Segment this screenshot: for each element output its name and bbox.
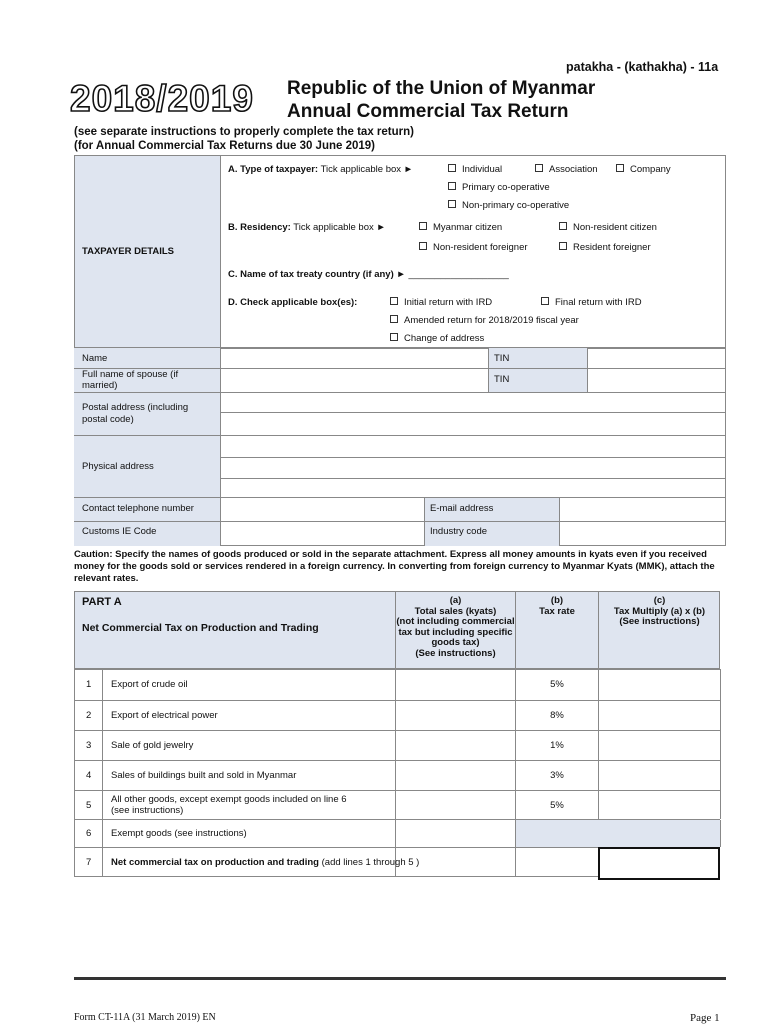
row-5-number: 5 (86, 800, 92, 811)
name-field[interactable] (221, 348, 487, 368)
row-6-description: Exempt goods (see instructions) (111, 828, 247, 839)
checkbox-icon[interactable] (541, 297, 549, 305)
checkbox-non-resident-citizen[interactable]: Non-resident citizen (559, 222, 657, 233)
physical-address-label: Physical address (82, 461, 154, 472)
checkbox-non-resident-foreigner[interactable]: Non-resident foreigner (419, 242, 528, 253)
checkbox-icon[interactable] (419, 222, 427, 230)
row-7-description: Net commercial tax on production and trading (add lines 1 through 5 ) (111, 857, 420, 868)
treaty-country-field[interactable]: ___________________ (408, 269, 509, 280)
checkbox-icon[interactable] (559, 242, 567, 250)
row-5-rate: 5% (550, 800, 564, 811)
row-3-tax-input[interactable] (599, 731, 719, 760)
phone-field[interactable] (221, 498, 423, 520)
column-b-header: (b) Tax rate (539, 595, 575, 617)
instructions-note: (see separate instructions to properly complete the tax return) (74, 126, 414, 138)
row-1-description: Export of crude oil (111, 679, 188, 690)
customs-code-label: Customs IE Code (82, 526, 157, 537)
spouse-label: Full name of spouse (if married) (82, 369, 179, 391)
row-4-sales-input[interactable] (396, 761, 514, 790)
physical-address-line-3[interactable] (221, 479, 725, 497)
checkbox-initial-return[interactable]: Initial return with IRD (390, 297, 492, 308)
part-a-label: PART A (82, 596, 122, 608)
spouse-tin-label: TIN (494, 374, 510, 385)
row-4-tax-input[interactable] (599, 761, 719, 790)
name-label: Name (82, 353, 108, 364)
postal-address-line-1[interactable] (221, 393, 725, 412)
row-4-description: Sales of buildings built and sold in Myanmar (111, 770, 297, 781)
tin-label: TIN (494, 353, 510, 364)
part-a-title: Net Commercial Tax on Production and Trading (82, 622, 319, 634)
check-applicable-label: D. Check applicable box(es): (228, 297, 358, 308)
form-version: Form CT-11A (31 March 2019) EN (74, 1012, 216, 1023)
physical-address-line-2[interactable] (221, 458, 725, 478)
checkbox-icon[interactable] (419, 242, 427, 250)
checkbox-individual[interactable]: Individual (448, 164, 502, 175)
due-date-note: (for Annual Commercial Tax Returns due 30 June 2019) (74, 140, 375, 152)
row-7-number: 7 (86, 857, 92, 868)
page-title-line1: Republic of the Union of Myanmar (287, 78, 596, 99)
checkbox-icon[interactable] (559, 222, 567, 230)
row-1-number: 1 (86, 679, 92, 690)
tin-field[interactable] (587, 348, 725, 368)
checkbox-primary-cooperative[interactable]: Primary co-operative (448, 182, 550, 193)
residency-label: B. Residency: Tick applicable box ► (228, 222, 386, 233)
row-3-description: Sale of gold jewelry (111, 740, 194, 751)
treaty-country-label: C. Name of tax treaty country (if any) ► ___________________ (228, 269, 509, 280)
checkbox-icon[interactable] (535, 164, 543, 172)
checkbox-icon[interactable] (448, 182, 456, 190)
row-3-rate: 1% (550, 740, 564, 751)
taxpayer-details-label: TAXPAYER DETAILS (82, 246, 175, 257)
postal-address-label: Postal address (including postal code) (82, 402, 189, 425)
checkbox-myanmar-citizen[interactable]: Myanmar citizen (419, 222, 502, 233)
net-commercial-tax-total-input[interactable] (598, 847, 720, 880)
postal-address-line-2[interactable] (221, 413, 725, 434)
checkbox-icon[interactable] (616, 164, 624, 172)
row-4-number: 4 (86, 770, 92, 781)
checkbox-company[interactable]: Company (616, 164, 671, 175)
taxpayer-type-label: A. Type of taxpayer: Tick applicable box ► (228, 164, 414, 175)
physical-address-line-1[interactable] (221, 436, 725, 457)
industry-code-field[interactable] (559, 522, 725, 545)
row-5-sales-input[interactable] (396, 791, 514, 818)
row-1-rate: 5% (550, 679, 564, 690)
spouse-tin-field[interactable] (587, 369, 725, 391)
row-3-sales-input[interactable] (396, 731, 514, 760)
row-5-description: All other goods, except exempt goods included on line 6 (see instructions) (111, 794, 347, 816)
row-2-tax-input[interactable] (599, 701, 719, 730)
phone-label: Contact telephone number (82, 503, 194, 514)
customs-code-field[interactable] (221, 522, 423, 545)
column-c-header: (c) Tax Multiply (a) x (b) (See instructions) (613, 595, 706, 627)
row-6-number: 6 (86, 828, 92, 839)
row-2-sales-input[interactable] (396, 701, 514, 730)
form-code: patakha - (kathakha) - 11a (566, 60, 719, 74)
spouse-name-field[interactable] (221, 369, 487, 391)
tax-year: 2018/2019 (70, 78, 254, 119)
row-2-rate: 8% (550, 710, 564, 721)
checkbox-icon[interactable] (448, 164, 456, 172)
checkbox-non-primary-cooperative[interactable]: Non-primary co-operative (448, 200, 569, 211)
caution-note: Caution: Specify the names of goods produced or sold in the separate attachment. Express all money amounts in kyats even if you received money for the goods sold or services rendered in a foreign currency. In converting from foreign currency to Myanmar Kyats (MMK), attach the relevant rates. (74, 549, 715, 584)
page-title-line2: Annual Commercial Tax Return (287, 101, 569, 122)
email-label: E-mail address (430, 503, 494, 514)
row-6-sales-input[interactable] (396, 820, 514, 847)
page-number: Page 1 (690, 1012, 720, 1024)
row-1-sales-input[interactable] (396, 670, 514, 699)
row-1-tax-input[interactable] (599, 670, 719, 699)
checkbox-association[interactable]: Association (535, 164, 598, 175)
checkbox-resident-foreigner[interactable]: Resident foreigner (559, 242, 651, 253)
divider (74, 876, 598, 877)
column-a-header: (a) Total sales (kyats) (not including commercial tax but including specific goods tax) (See instructions) (396, 595, 515, 659)
row-3-number: 3 (86, 740, 92, 751)
row-5-tax-input[interactable] (599, 791, 719, 818)
email-field[interactable] (559, 498, 725, 520)
checkbox-final-return[interactable]: Final return with IRD (541, 297, 642, 308)
industry-code-label: Industry code (430, 526, 488, 537)
checkbox-icon[interactable] (390, 297, 398, 305)
row-2-description: Export of electrical power (111, 710, 218, 721)
checkbox-icon[interactable] (390, 333, 398, 341)
row-6-shaded-cells (516, 820, 720, 847)
checkbox-icon[interactable] (390, 315, 398, 323)
divider (720, 669, 721, 819)
checkbox-change-of-address[interactable]: Change of address (390, 333, 484, 344)
divider (720, 820, 721, 847)
row-2-number: 2 (86, 710, 92, 721)
checkbox-icon[interactable] (448, 200, 456, 208)
checkbox-amended-return[interactable]: Amended return for 2018/2019 fiscal year (390, 315, 579, 326)
row-4-rate: 3% (550, 770, 564, 781)
footer-rule (74, 977, 726, 980)
